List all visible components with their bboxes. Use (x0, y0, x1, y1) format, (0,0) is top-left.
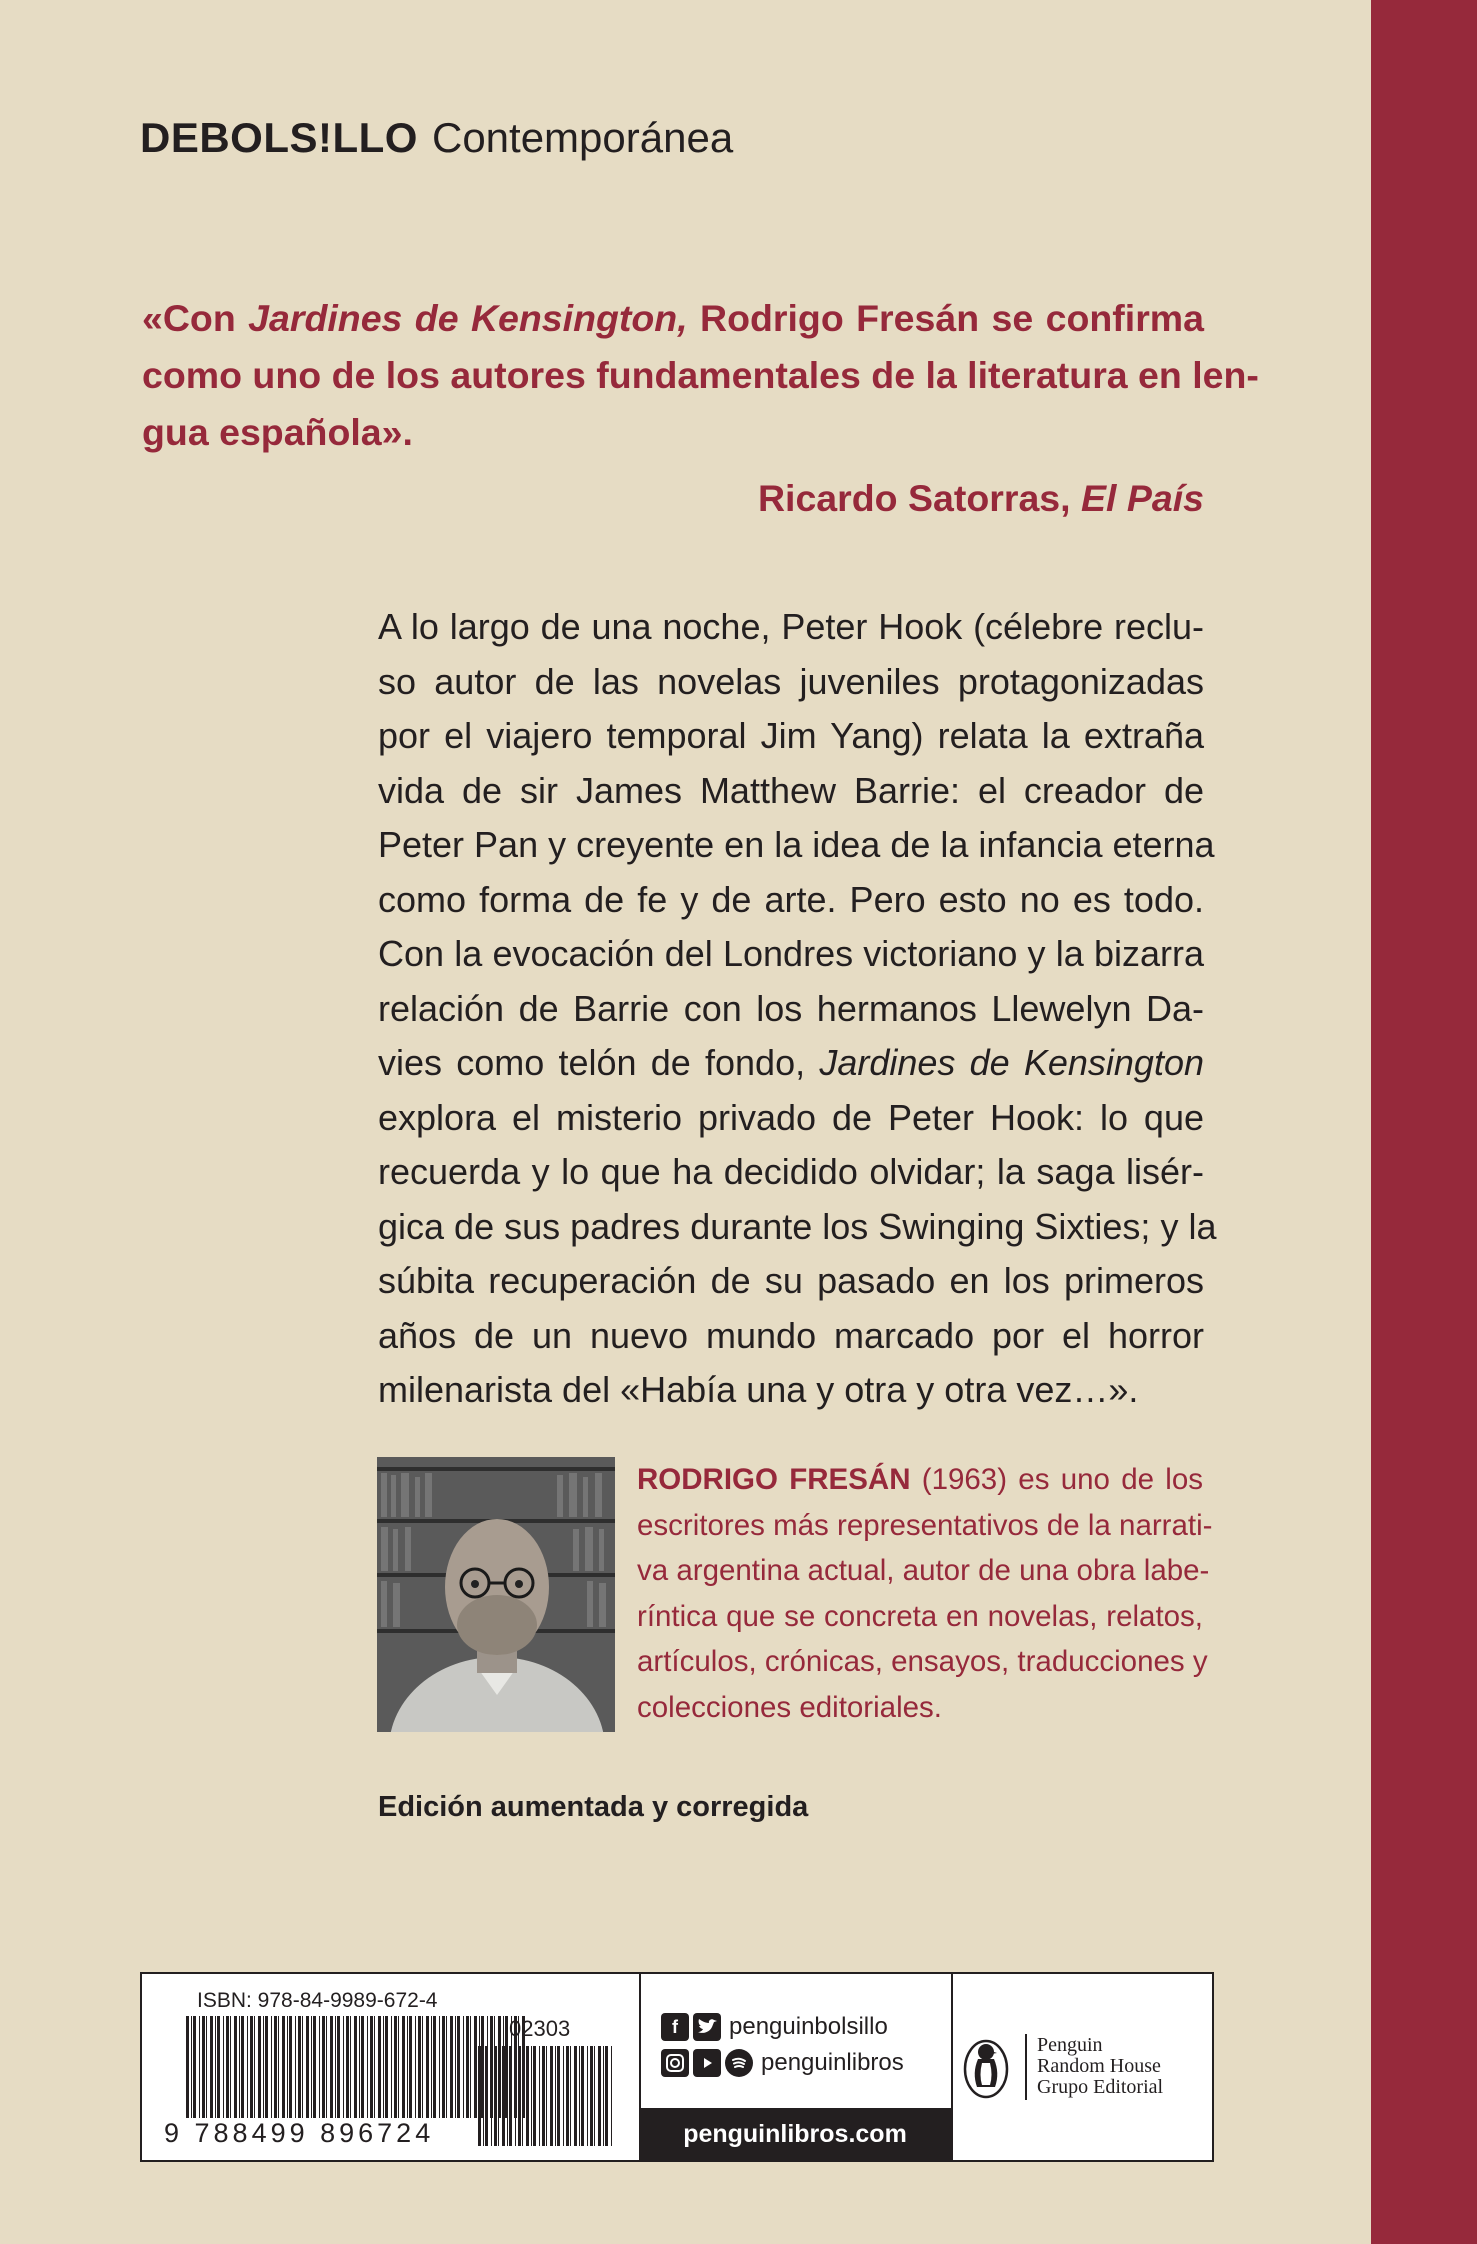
penguin-icon (961, 2035, 1011, 2099)
barcode-bar (322, 2016, 325, 2118)
barcode-bar (509, 2046, 512, 2146)
website-link[interactable]: penguinlibros.com (639, 2108, 951, 2160)
barcode-bar (439, 2016, 440, 2118)
barcode-bar (191, 2016, 192, 2118)
barcode-bar (598, 2046, 601, 2146)
barcode-bar (531, 2046, 532, 2146)
publisher-line: Grupo Editorial (1037, 2076, 1164, 2098)
barcode-bar (199, 2016, 200, 2118)
barcode-bar (409, 2016, 412, 2118)
barcode-bar (470, 2016, 471, 2118)
barcode-bar (594, 2046, 595, 2146)
quote-text: Rodrigo Fresán se confirma (687, 297, 1205, 339)
barcode-bar (581, 2046, 584, 2146)
barcode-bar (407, 2016, 408, 2118)
barcode-bar (415, 2016, 416, 2118)
barcode-bar (254, 2016, 255, 2118)
barcode-bar (431, 2016, 432, 2118)
barcode-bar (555, 2046, 556, 2146)
barcode-bar (271, 2016, 272, 2118)
barcode-bar (502, 2046, 505, 2146)
barcode-bar (295, 2016, 296, 2118)
barcode-bar (611, 2046, 612, 2146)
synopsis-line: años de un nuevo mundo marcado por el horror (378, 1314, 1204, 1356)
barcode-bar (354, 2016, 357, 2118)
barcode-bar (455, 2016, 456, 2118)
collection-name: Contemporánea (431, 114, 734, 161)
author-name: RODRIGO FRESÁN (637, 1463, 911, 1496)
quote-attribution (142, 470, 1204, 527)
barcode-bar (217, 2016, 220, 2118)
quote-line (142, 290, 1204, 347)
synopsis-line: A lo largo de una noche, Peter Hook (célebre reclu- (378, 606, 1204, 647)
barcode-bar (605, 2046, 608, 2146)
isbn-label: ISBN: 978-84-9989-672-4 (197, 1989, 438, 2012)
barcode-bar (306, 2016, 309, 2118)
brand-header (140, 112, 733, 164)
barcode-bar (483, 2046, 484, 2146)
twitter-icon (693, 2013, 721, 2041)
synopsis-line: gica de sus padres durante los Swinging Sixties; y la (378, 1205, 1217, 1247)
bio-text: (1963) es uno de los (910, 1463, 1203, 1496)
barcode-bar (263, 2016, 264, 2118)
barcode-bar (518, 2046, 521, 2146)
barcode-bar (533, 2046, 536, 2146)
barcode-bar (250, 2016, 253, 2118)
barcode-bar (337, 2016, 340, 2118)
publisher-logo (951, 1974, 1212, 2160)
barcode-bar (466, 2016, 469, 2118)
synopsis-line: Peter Pan y creyente en la idea de la infancia eterna (378, 824, 1215, 865)
barcode-bar (239, 2016, 240, 2118)
barcode-bar (391, 2016, 392, 2118)
barcode-bar (343, 2016, 344, 2118)
barcode-bar (298, 2016, 301, 2118)
addon-barcode-bars (478, 2046, 612, 2146)
barcode-bar (570, 2046, 571, 2146)
barcode-bar (474, 2016, 477, 2118)
social-links (639, 1974, 953, 2160)
barcode-bar (367, 2016, 368, 2118)
barcode-bar (215, 2016, 216, 2118)
publication-name: El País (1081, 477, 1204, 519)
barcode-bar (361, 2016, 364, 2118)
barcode-bar (319, 2016, 320, 2118)
barcode-bar (574, 2046, 577, 2146)
quote-text: «Con (142, 297, 249, 339)
quote-line: como uno de los autores fundamentales de la literatura en len- (142, 354, 1259, 396)
instagram-icon (661, 2049, 689, 2077)
synopsis-line: relación de Barrie con los hermanos Llewelyn Da- (378, 987, 1204, 1029)
synopsis-text: vies como telón de fondo, (378, 1042, 820, 1083)
synopsis-line: vida de sir James Matthew Barrie: el creador de (378, 769, 1204, 811)
barcode-bar (289, 2016, 292, 2118)
barcode-bar (566, 2046, 569, 2146)
synopsis (378, 600, 1217, 1418)
barcode-bar (402, 2016, 405, 2118)
barcode-bar (463, 2016, 464, 2118)
barcode-bar (274, 2016, 277, 2118)
barcode-panel (140, 1972, 1214, 2162)
barcode-bar (230, 2016, 231, 2118)
synopsis-line: súbita recuperación de su pasado en los primeros (378, 1260, 1204, 1301)
quote-title: Jardines de Kensington, (248, 297, 688, 339)
bio-line: ríntica que se concreta en novelas, relatos, (637, 1599, 1203, 1633)
barcode-bar (374, 2016, 375, 2118)
barcode-bar (422, 2016, 423, 2118)
social-row-penguinbolsillo (661, 2012, 888, 2042)
publisher-name (1037, 2035, 1163, 2098)
critic-name: Ricardo Satorras, (757, 477, 1071, 519)
barcode-bar (311, 2016, 312, 2118)
barcode-bar (587, 2046, 588, 2146)
synopsis-line: milenarista del «Había una y otra y otra vez…». (378, 1369, 1139, 1410)
barcode-bar (494, 2046, 497, 2146)
barcode-bar (394, 2016, 397, 2118)
bio-line: va argentina actual, autor de una obra labe- (637, 1554, 1210, 1587)
barcode-bar (226, 2016, 229, 2118)
barcode-bar (498, 2046, 499, 2146)
barcode-bar (282, 2016, 285, 2118)
barcode-bar (258, 2016, 261, 2118)
barcode-bar (478, 2046, 481, 2146)
barcode-bar (265, 2016, 268, 2118)
synopsis-line: Con la evocación del Londres victoriano y la bizarra (378, 933, 1204, 974)
barcode-bar (313, 2016, 316, 2118)
barcode-bar (539, 2046, 540, 2146)
barcode-bar (515, 2046, 516, 2146)
barcode-bar (590, 2046, 593, 2146)
barcode-bar (359, 2016, 360, 2118)
barcode-bar (302, 2016, 303, 2118)
social-handle[interactable]: penguinbolsillo (729, 2013, 888, 2040)
barcode-bar (378, 2016, 381, 2118)
barcode-bar (579, 2046, 580, 2146)
barcode-bar (223, 2016, 224, 2118)
barcode-bar (457, 2016, 460, 2118)
spotify-icon (725, 2049, 753, 2077)
synopsis-line (378, 1036, 1204, 1091)
barcode-bar (563, 2046, 564, 2146)
synopsis-line: recuerda y lo que ha decidido olvidar; la saga lisér- (378, 1151, 1204, 1192)
bio-line: escritores más representativos de la narrati- (637, 1508, 1213, 1542)
barcode-bars (186, 2016, 526, 2118)
imprint-logo: DEBOLS!LLO (140, 114, 418, 161)
synopsis-line: explora el misterio privado de Peter Hook: lo que (378, 1096, 1204, 1138)
barcode-bar (186, 2016, 189, 2118)
barcode-bar (370, 2016, 373, 2118)
barcode-digits: 9 788499 896724 (164, 2118, 435, 2148)
barcode-bar (210, 2016, 213, 2118)
barcode-bar (206, 2016, 207, 2118)
logo-divider (1025, 2034, 1027, 2100)
barcode-bar (426, 2016, 429, 2118)
barcode-bar (202, 2016, 205, 2118)
edition-note: Edición aumentada y corregida (378, 1791, 809, 1823)
barcode-bar (546, 2046, 547, 2146)
synopsis-line: como forma de fe y de arte. Pero esto no es todo. (378, 878, 1204, 920)
barcode-bar (385, 2016, 388, 2118)
facebook-icon: f (661, 2013, 689, 2041)
barcode-bar (418, 2016, 421, 2118)
barcode-bar (346, 2016, 349, 2118)
barcode-bar (241, 2016, 244, 2118)
barcode-bar (485, 2046, 488, 2146)
publisher-line: Random House (1037, 2055, 1161, 2077)
bio-line (637, 1457, 1203, 1503)
barcode-bar (278, 2016, 279, 2118)
quote-line: gua española». (142, 411, 413, 453)
synopsis-line: so autor de las novelas juveniles protagonizadas (378, 660, 1204, 702)
barcode-bar (526, 2046, 529, 2146)
synopsis-line: por el viajero temporal Jim Yang) relata la extraña (378, 715, 1204, 756)
book-title: Jardines de Kensington (819, 1042, 1204, 1083)
barcode-bar (446, 2016, 447, 2118)
barcode-bar (522, 2046, 523, 2146)
barcode-bar (550, 2046, 553, 2146)
barcode-bar (557, 2046, 560, 2146)
barcode-bar (603, 2046, 604, 2146)
review-quote (142, 290, 1259, 527)
youtube-icon (693, 2049, 721, 2077)
barcode-bar (442, 2016, 445, 2118)
barcode-bar (247, 2016, 248, 2118)
publisher-line: Penguin (1037, 2034, 1103, 2056)
barcode-bar (350, 2016, 351, 2118)
barcode-bar (542, 2046, 545, 2146)
spine-band (1371, 0, 1477, 2244)
social-row-penguinlibros (661, 2048, 904, 2078)
barcode-bar (507, 2046, 508, 2146)
barcode-bar (193, 2016, 196, 2118)
barcode-bar (335, 2016, 336, 2118)
bio-line: artículos, crónicas, ensayos, traducciones y (637, 1645, 1208, 1678)
social-handle[interactable]: penguinlibros (761, 2049, 904, 2076)
barcode-bar (330, 2016, 333, 2118)
barcode-bar (398, 2016, 399, 2118)
isbn-barcode (142, 1974, 641, 2160)
author-bio (637, 1457, 1213, 1730)
barcode-bar (491, 2046, 492, 2146)
price-code: 02303 (509, 2016, 571, 2041)
barcode-bar (383, 2016, 384, 2118)
barcode-bar (326, 2016, 327, 2118)
barcode-bar (450, 2016, 453, 2118)
barcode-bar (433, 2016, 436, 2118)
author-photo (377, 1457, 615, 1732)
barcode-bar (234, 2016, 237, 2118)
barcode-bar (287, 2016, 288, 2118)
bio-line: colecciones editoriales. (637, 1690, 942, 1724)
